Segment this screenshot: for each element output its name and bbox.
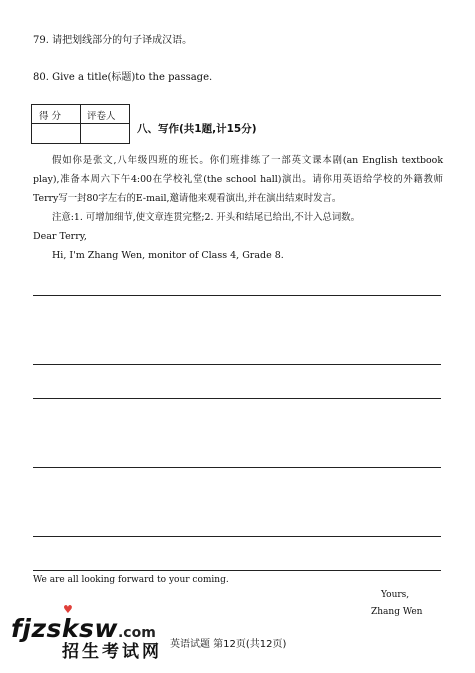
logo-suffix: .com — [117, 625, 156, 641]
logo-chinese-text: 招生考试网 — [62, 642, 162, 662]
letter-signature: Zhang Wen — [371, 607, 423, 617]
question-80: 80. Give a title(标题)to the passage. — [33, 72, 213, 83]
answer-line — [33, 398, 441, 399]
letter-opening: Hi, I'm Zhang Wen, monitor of Class 4, Grade 8. — [52, 250, 284, 261]
page-footer: 英语试题 第12页(共12页) — [170, 639, 287, 650]
answer-line — [33, 570, 441, 571]
letter-closing: We are all looking forward to your coming. — [33, 575, 229, 585]
question-79: 79. 请把划线部分的句子译成汉语。 — [33, 35, 193, 46]
answer-line — [33, 364, 441, 365]
score-box — [31, 104, 130, 144]
answer-line — [33, 295, 441, 296]
grader-label: 评卷人 — [87, 111, 116, 122]
heart-icon: ♥ — [63, 603, 73, 616]
answer-line — [33, 536, 441, 537]
writing-prompt: 假如你是张文,八年级四班的班长。你们班排练了一部英文课本剧(an English textbook play),准备本周六下午4:00在学校礼堂(the school hall)演出。请你用英语给学校的外籍教师Terry写一封80字左右的E-mail,邀请他来观看演出,并在演出结束时发言。 — [33, 155, 443, 204]
logo-main-text: fjzsksw — [11, 614, 118, 643]
letter-greeting: Dear Terry, — [33, 231, 87, 242]
score-label: 得 分 — [39, 111, 62, 122]
answer-line — [33, 467, 441, 468]
letter-signoff: Yours, — [381, 590, 410, 600]
section-title: 八、写作(共1题,计15分) — [137, 123, 257, 135]
writing-note: 注意:1. 可增加细节,使文章连贯完整;2. 开头和结尾已给出,不计入总词数。 — [52, 212, 361, 223]
